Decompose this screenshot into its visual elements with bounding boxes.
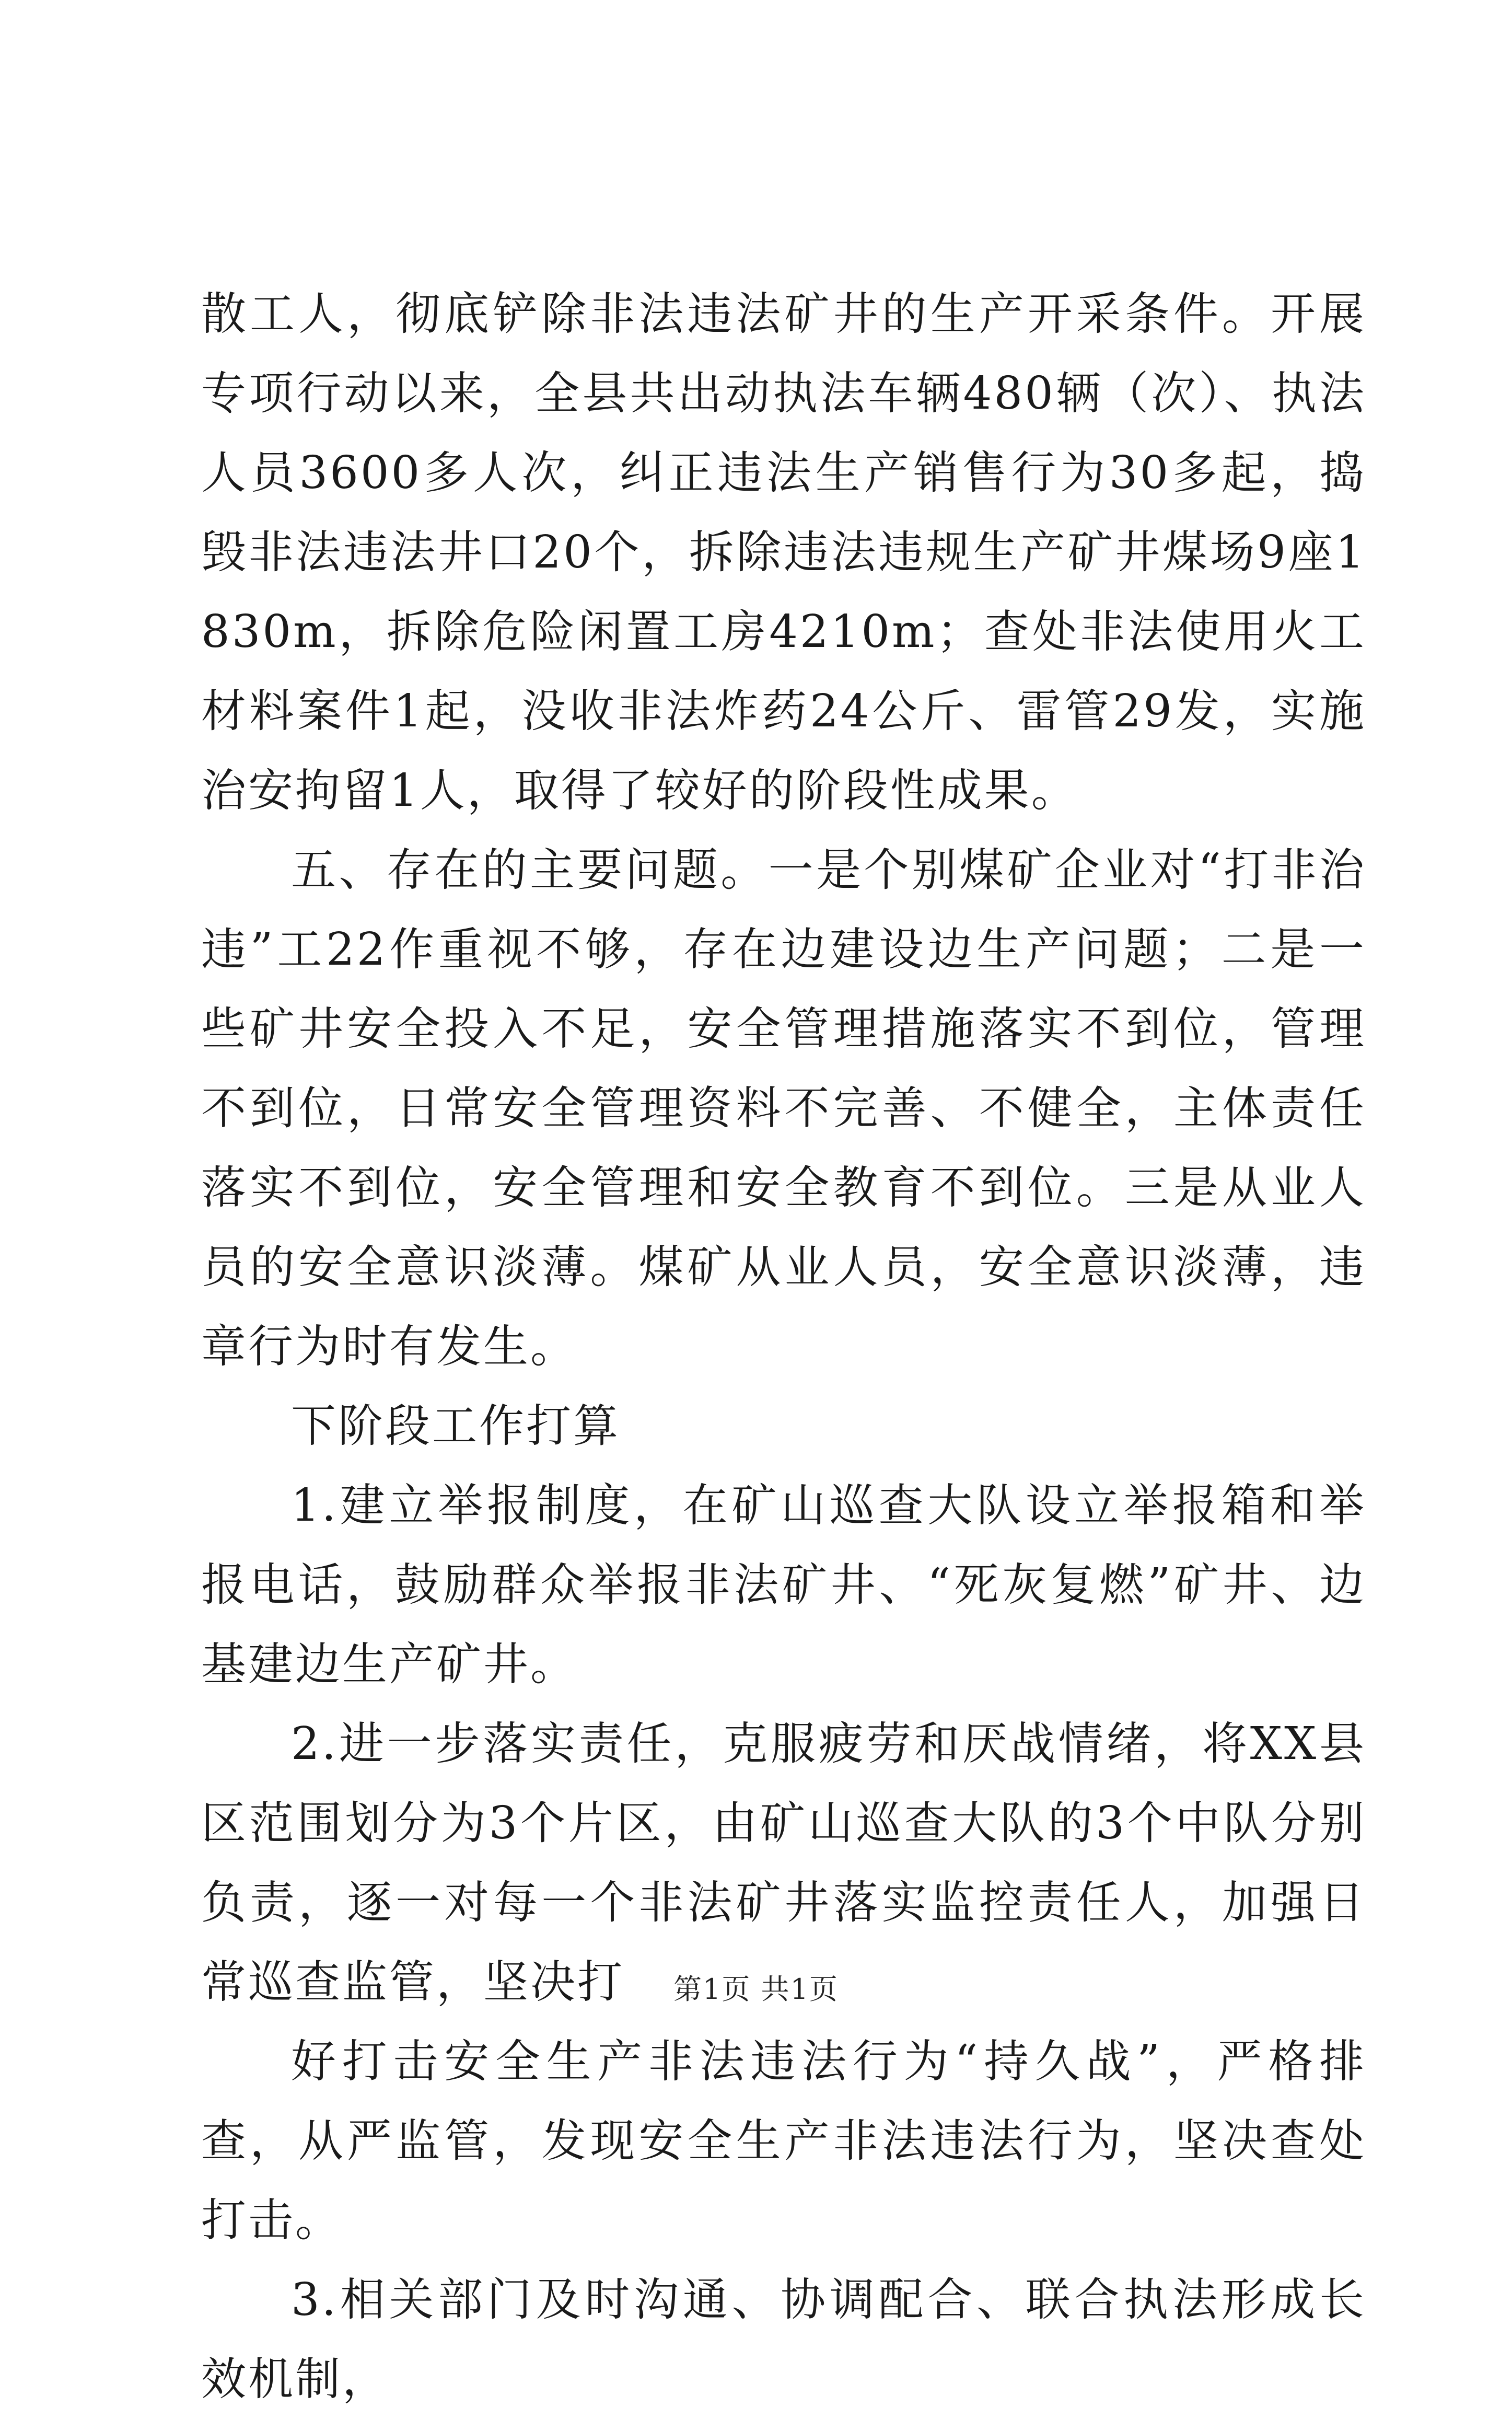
paragraph-continuation: 散工人，彻底铲除非法违法矿井的生产开采条件。开展专项行动以来，全县共出动执法车辆480辆（次）、执法人员3600多人次，纠正违法生产销售行为30多起，捣毁非法违法井口20个，拆除违法违规生产矿井煤场9座1830m，拆除危险闲置工房4210m；查处非法使用火工材料案件1起，没收非法炸药24公斤、雷管29发，实施治安拘留1人，取得了较好的阶段性成果。: [201, 288, 1366, 817]
paragraph-main-problems: 五、存在的主要问题。一是个别煤矿企业对“打非治违”工22作重视不够，存在边建设边生产问题；二是一些矿井安全投入不足，安全管理措施落实不到位，管理不到位，日常安全管理资料不完善、不健全，主体责任落实不到位，安全管理和安全教育不到位。三是从业人员的安全意识淡薄。煤矿从业人员，安全意识淡薄，违章行为时有发生。: [201, 844, 1366, 1373]
paragraph-item-1: 1.建立举报制度，在矿山巡查大队设立举报箱和举报电话，鼓励群众举报非法矿井、“死灰复燃”矿井、边基建边生产矿井。: [201, 1479, 1366, 1691]
paragraph-item-2: 2.进一步落实责任，克服疲劳和厌战情绪，将XX县区范围划分为3个片区，由矿山巡查大队的3个中队分别负责，逐一对每一个非法矿井落实监控责任人，加强日常巡查监管，坚决打: [201, 1718, 1366, 2008]
section-heading-next-steps: 下阶段工作打算: [291, 1400, 620, 1452]
page-footer: 第1页 共1页: [673, 1973, 839, 2006]
paragraph-item-2-continued: 好打击安全生产非法违法行为“持久战”，严格排查，从严监管，发现安全生产非法违法行为，坚决查处打击。: [201, 2035, 1366, 2247]
paragraph-item-3: 3.相关部门及时沟通、协调配合、联合执法形成长效机制，: [201, 2274, 1366, 2405]
document-body: [201, 274, 1366, 2419]
